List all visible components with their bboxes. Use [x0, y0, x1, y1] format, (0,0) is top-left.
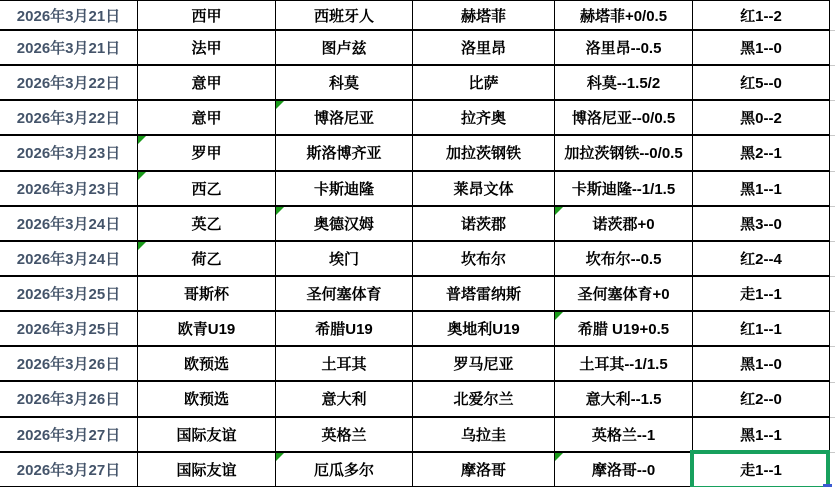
cell-away[interactable] — [413, 242, 555, 277]
cell-home[interactable] — [276, 31, 413, 66]
cell-text: 诺茨郡 — [460, 215, 506, 233]
cell-home[interactable] — [276, 207, 413, 242]
cell-text: 摩洛哥 — [460, 461, 506, 479]
cell-text: 厄瓜多尔 — [313, 461, 374, 479]
outside-gridline — [830, 382, 835, 383]
outside-gridline — [830, 311, 835, 312]
cell-text: 2026年3月22日 — [16, 75, 121, 93]
cell-league[interactable] — [138, 382, 276, 417]
cell-text: 加拉茨钢铁 — [445, 145, 521, 163]
cell-text: 黑1--0 — [740, 40, 782, 58]
cell-league[interactable] — [138, 66, 276, 101]
cell-text: 红2--4 — [740, 250, 782, 268]
cell-handicap[interactable] — [555, 1, 693, 31]
cell-text: 2026年3月24日 — [16, 215, 121, 233]
cell-text: 2026年3月23日 — [16, 180, 121, 198]
cell-home[interactable] — [276, 453, 413, 487]
cell-away[interactable] — [413, 1, 555, 31]
cell-result[interactable] — [693, 382, 830, 417]
cell-result[interactable] — [693, 207, 830, 242]
cell-text: 埃门 — [328, 250, 359, 268]
cell-result[interactable] — [693, 242, 830, 277]
cell-result[interactable] — [693, 136, 830, 171]
cell-result[interactable] — [693, 172, 830, 207]
outside-gridline — [830, 241, 835, 242]
cell-text: 黑1--1 — [740, 180, 782, 198]
cell-text: 欧青U19 — [177, 321, 236, 339]
cell-date[interactable] — [0, 277, 138, 312]
cell-home[interactable] — [276, 136, 413, 171]
cell-handicap[interactable] — [555, 207, 693, 242]
cell-date[interactable] — [0, 418, 138, 453]
cell-text: 红2--0 — [740, 391, 782, 409]
cell-away[interactable] — [413, 277, 555, 312]
cell-home[interactable] — [276, 172, 413, 207]
corner-flag-icon — [276, 101, 284, 109]
cell-text: 卡斯迪隆--1/1.5 — [571, 180, 676, 198]
cell-text: 莱昂文体 — [453, 180, 514, 198]
cell-home[interactable] — [276, 347, 413, 382]
cell-home[interactable] — [276, 312, 413, 347]
cell-away[interactable] — [413, 347, 555, 382]
outside-gridline — [830, 171, 835, 172]
cell-result[interactable] — [693, 277, 830, 312]
cell-text: 西班牙人 — [313, 7, 374, 25]
cell-league[interactable] — [138, 418, 276, 453]
cell-text: 赫塔菲+0/0.5 — [579, 7, 668, 25]
cell-text: 2026年3月26日 — [16, 356, 121, 374]
cell-text: 斯洛博齐亚 — [306, 145, 382, 163]
cell-text: 2026年3月27日 — [16, 426, 121, 444]
cell-away[interactable] — [413, 453, 555, 487]
corner-flag-icon — [555, 312, 563, 320]
cell-league[interactable] — [138, 277, 276, 312]
cell-text: 科莫--1.5/2 — [586, 75, 661, 93]
cell-text: 西甲 — [191, 7, 222, 25]
cell-text: 坎布尔--0.5 — [585, 250, 662, 268]
cell-text: 拉齐奥 — [460, 110, 506, 128]
outside-gridline — [830, 452, 835, 453]
cell-text: 坎布尔 — [460, 250, 506, 268]
cell-text: 黑1--0 — [740, 356, 782, 374]
cell-home[interactable] — [276, 277, 413, 312]
cell-text: 奥地利U19 — [447, 321, 520, 339]
cell-text: 2026年3月27日 — [16, 461, 121, 479]
outside-gridline — [830, 346, 835, 347]
cell-text: 红1--2 — [740, 7, 782, 25]
cell-text: 洛里昂 — [460, 40, 506, 58]
cell-text: 2026年3月21日 — [16, 40, 121, 58]
cell-text: 哥斯杯 — [183, 286, 229, 304]
corner-flag-icon — [138, 172, 146, 180]
corner-flag-icon — [138, 242, 146, 250]
cell-home[interactable] — [276, 1, 413, 31]
cell-result[interactable] — [693, 418, 830, 453]
cell-text: 黑2--1 — [740, 145, 782, 163]
cell-text: 奥德汉姆 — [313, 215, 374, 233]
cell-result[interactable] — [693, 101, 830, 136]
cell-text: 乌拉圭 — [460, 426, 506, 444]
cell-text: 比萨 — [468, 75, 499, 93]
cell-text: 赫塔菲 — [460, 7, 506, 25]
corner-flag-icon — [276, 453, 284, 461]
outside-gridline — [830, 65, 835, 66]
cell-handicap[interactable] — [555, 312, 693, 347]
cell-home[interactable] — [276, 101, 413, 136]
cell-text: 科莫 — [328, 75, 359, 93]
cell-result[interactable] — [693, 31, 830, 66]
cell-handicap[interactable] — [555, 136, 693, 171]
cell-handicap[interactable] — [555, 277, 693, 312]
cell-date[interactable] — [0, 172, 138, 207]
cell-away[interactable] — [413, 66, 555, 101]
cell-away[interactable] — [413, 382, 555, 417]
cell-text: 2026年3月25日 — [16, 286, 121, 304]
cell-result[interactable] — [693, 453, 830, 487]
cell-text: 国际友谊 — [176, 461, 237, 479]
cell-handicap[interactable] — [555, 418, 693, 453]
cell-league[interactable] — [138, 453, 276, 487]
cell-away[interactable] — [413, 418, 555, 453]
cell-text: 欧预选 — [183, 391, 229, 409]
cell-league[interactable] — [138, 207, 276, 242]
cell-handicap[interactable] — [555, 66, 693, 101]
cell-text: 希腊 U19+0.5 — [577, 321, 670, 339]
cell-league[interactable] — [138, 347, 276, 382]
cell-league[interactable] — [138, 312, 276, 347]
cell-date[interactable] — [0, 207, 138, 242]
cell-text: 英格兰 — [321, 426, 367, 444]
cell-text: 土耳其 — [321, 356, 367, 374]
cell-league[interactable] — [138, 242, 276, 277]
cell-date[interactable] — [0, 101, 138, 136]
outside-gridline — [830, 135, 835, 136]
corner-flag-icon — [555, 207, 563, 215]
corner-flag-icon — [276, 207, 284, 215]
cell-handicap[interactable] — [555, 242, 693, 277]
cell-text: 欧预选 — [183, 356, 229, 374]
cell-handicap[interactable] — [555, 172, 693, 207]
cell-date[interactable] — [0, 453, 138, 487]
cell-text: 黑3--0 — [740, 215, 782, 233]
cell-date[interactable] — [0, 1, 138, 31]
cell-away[interactable] — [413, 207, 555, 242]
cell-league[interactable] — [138, 136, 276, 171]
cell-text: 北爱尔兰 — [453, 391, 514, 409]
cell-text: 意甲 — [191, 75, 222, 93]
cell-text: 西乙 — [191, 180, 222, 198]
cell-handicap[interactable] — [555, 31, 693, 66]
cell-text: 卡斯迪隆 — [313, 180, 374, 198]
outside-grid-area — [830, 0, 835, 487]
cell-date[interactable] — [0, 66, 138, 101]
cell-handicap[interactable] — [555, 382, 693, 417]
cell-home[interactable] — [276, 66, 413, 101]
cell-text: 黑0--2 — [740, 110, 782, 128]
cell-text: 摩洛哥--0 — [591, 461, 656, 479]
cell-date[interactable] — [0, 136, 138, 171]
cell-text: 圣何塞体育 — [306, 286, 382, 304]
cell-text: 2026年3月26日 — [16, 391, 121, 409]
cell-away[interactable] — [413, 312, 555, 347]
cell-date[interactable] — [0, 242, 138, 277]
cell-text: 法甲 — [191, 40, 222, 58]
cell-league[interactable] — [138, 31, 276, 66]
outside-gridline — [830, 206, 835, 207]
cell-away[interactable] — [413, 136, 555, 171]
cell-text: 诺茨郡+0 — [592, 215, 655, 233]
cell-text: 2026年3月24日 — [16, 250, 121, 268]
cell-text: 图卢兹 — [321, 40, 367, 58]
cell-date[interactable] — [0, 31, 138, 66]
cell-text: 博洛尼亚 — [313, 110, 374, 128]
corner-flag-icon — [138, 136, 146, 144]
cell-handicap[interactable] — [555, 347, 693, 382]
cell-text: 2026年3月25日 — [16, 321, 121, 339]
outside-gridline — [830, 276, 835, 277]
cell-result[interactable] — [693, 1, 830, 31]
cell-text: 圣何塞体育+0 — [577, 286, 670, 304]
cell-home[interactable] — [276, 418, 413, 453]
cell-date[interactable] — [0, 382, 138, 417]
cell-text: 2026年3月23日 — [16, 145, 121, 163]
cell-away[interactable] — [413, 172, 555, 207]
cell-date[interactable] — [0, 347, 138, 382]
corner-flag-icon — [555, 453, 563, 461]
cell-text: 土耳其--1/1.5 — [579, 356, 668, 374]
cell-text: 红5--0 — [740, 75, 782, 93]
cell-league[interactable] — [138, 172, 276, 207]
cell-text: 普塔雷纳斯 — [445, 286, 521, 304]
cell-result[interactable] — [693, 347, 830, 382]
cell-text: 英乙 — [191, 215, 222, 233]
outside-gridline — [830, 30, 835, 31]
cell-league[interactable] — [138, 1, 276, 31]
cell-handicap[interactable] — [555, 101, 693, 136]
cell-date[interactable] — [0, 312, 138, 347]
cell-text: 走1--1 — [740, 461, 782, 479]
cell-result[interactable] — [693, 312, 830, 347]
cell-text: 红1--1 — [740, 321, 782, 339]
cell-text: 意甲 — [191, 110, 222, 128]
cell-away[interactable] — [413, 31, 555, 66]
cell-result[interactable] — [693, 66, 830, 101]
cell-text: 罗甲 — [191, 145, 222, 163]
cell-text: 2026年3月21日 — [16, 7, 121, 25]
cell-handicap[interactable] — [555, 453, 693, 487]
cell-text: 意大利--1.5 — [585, 391, 662, 409]
cell-text: 加拉茨钢铁--0/0.5 — [564, 145, 683, 163]
cell-home[interactable] — [276, 382, 413, 417]
cell-text: 意大利 — [321, 391, 367, 409]
cell-text: 国际友谊 — [176, 426, 237, 444]
outside-gridline — [830, 100, 835, 101]
cell-text: 罗马尼亚 — [453, 356, 514, 374]
cell-text: 博洛尼亚--0/0.5 — [571, 110, 676, 128]
cell-text: 希腊U19 — [315, 321, 373, 339]
cell-text: 走1--1 — [740, 286, 782, 304]
cell-text: 英格兰--1 — [591, 426, 656, 444]
cell-away[interactable] — [413, 101, 555, 136]
cell-text: 荷乙 — [191, 250, 222, 268]
cell-home[interactable] — [276, 242, 413, 277]
cell-text: 洛里昂--0.5 — [585, 40, 662, 58]
cell-league[interactable] — [138, 101, 276, 136]
cell-text: 2026年3月22日 — [16, 110, 121, 128]
cell-text: 黑1--1 — [740, 426, 782, 444]
outside-gridline — [830, 417, 835, 418]
